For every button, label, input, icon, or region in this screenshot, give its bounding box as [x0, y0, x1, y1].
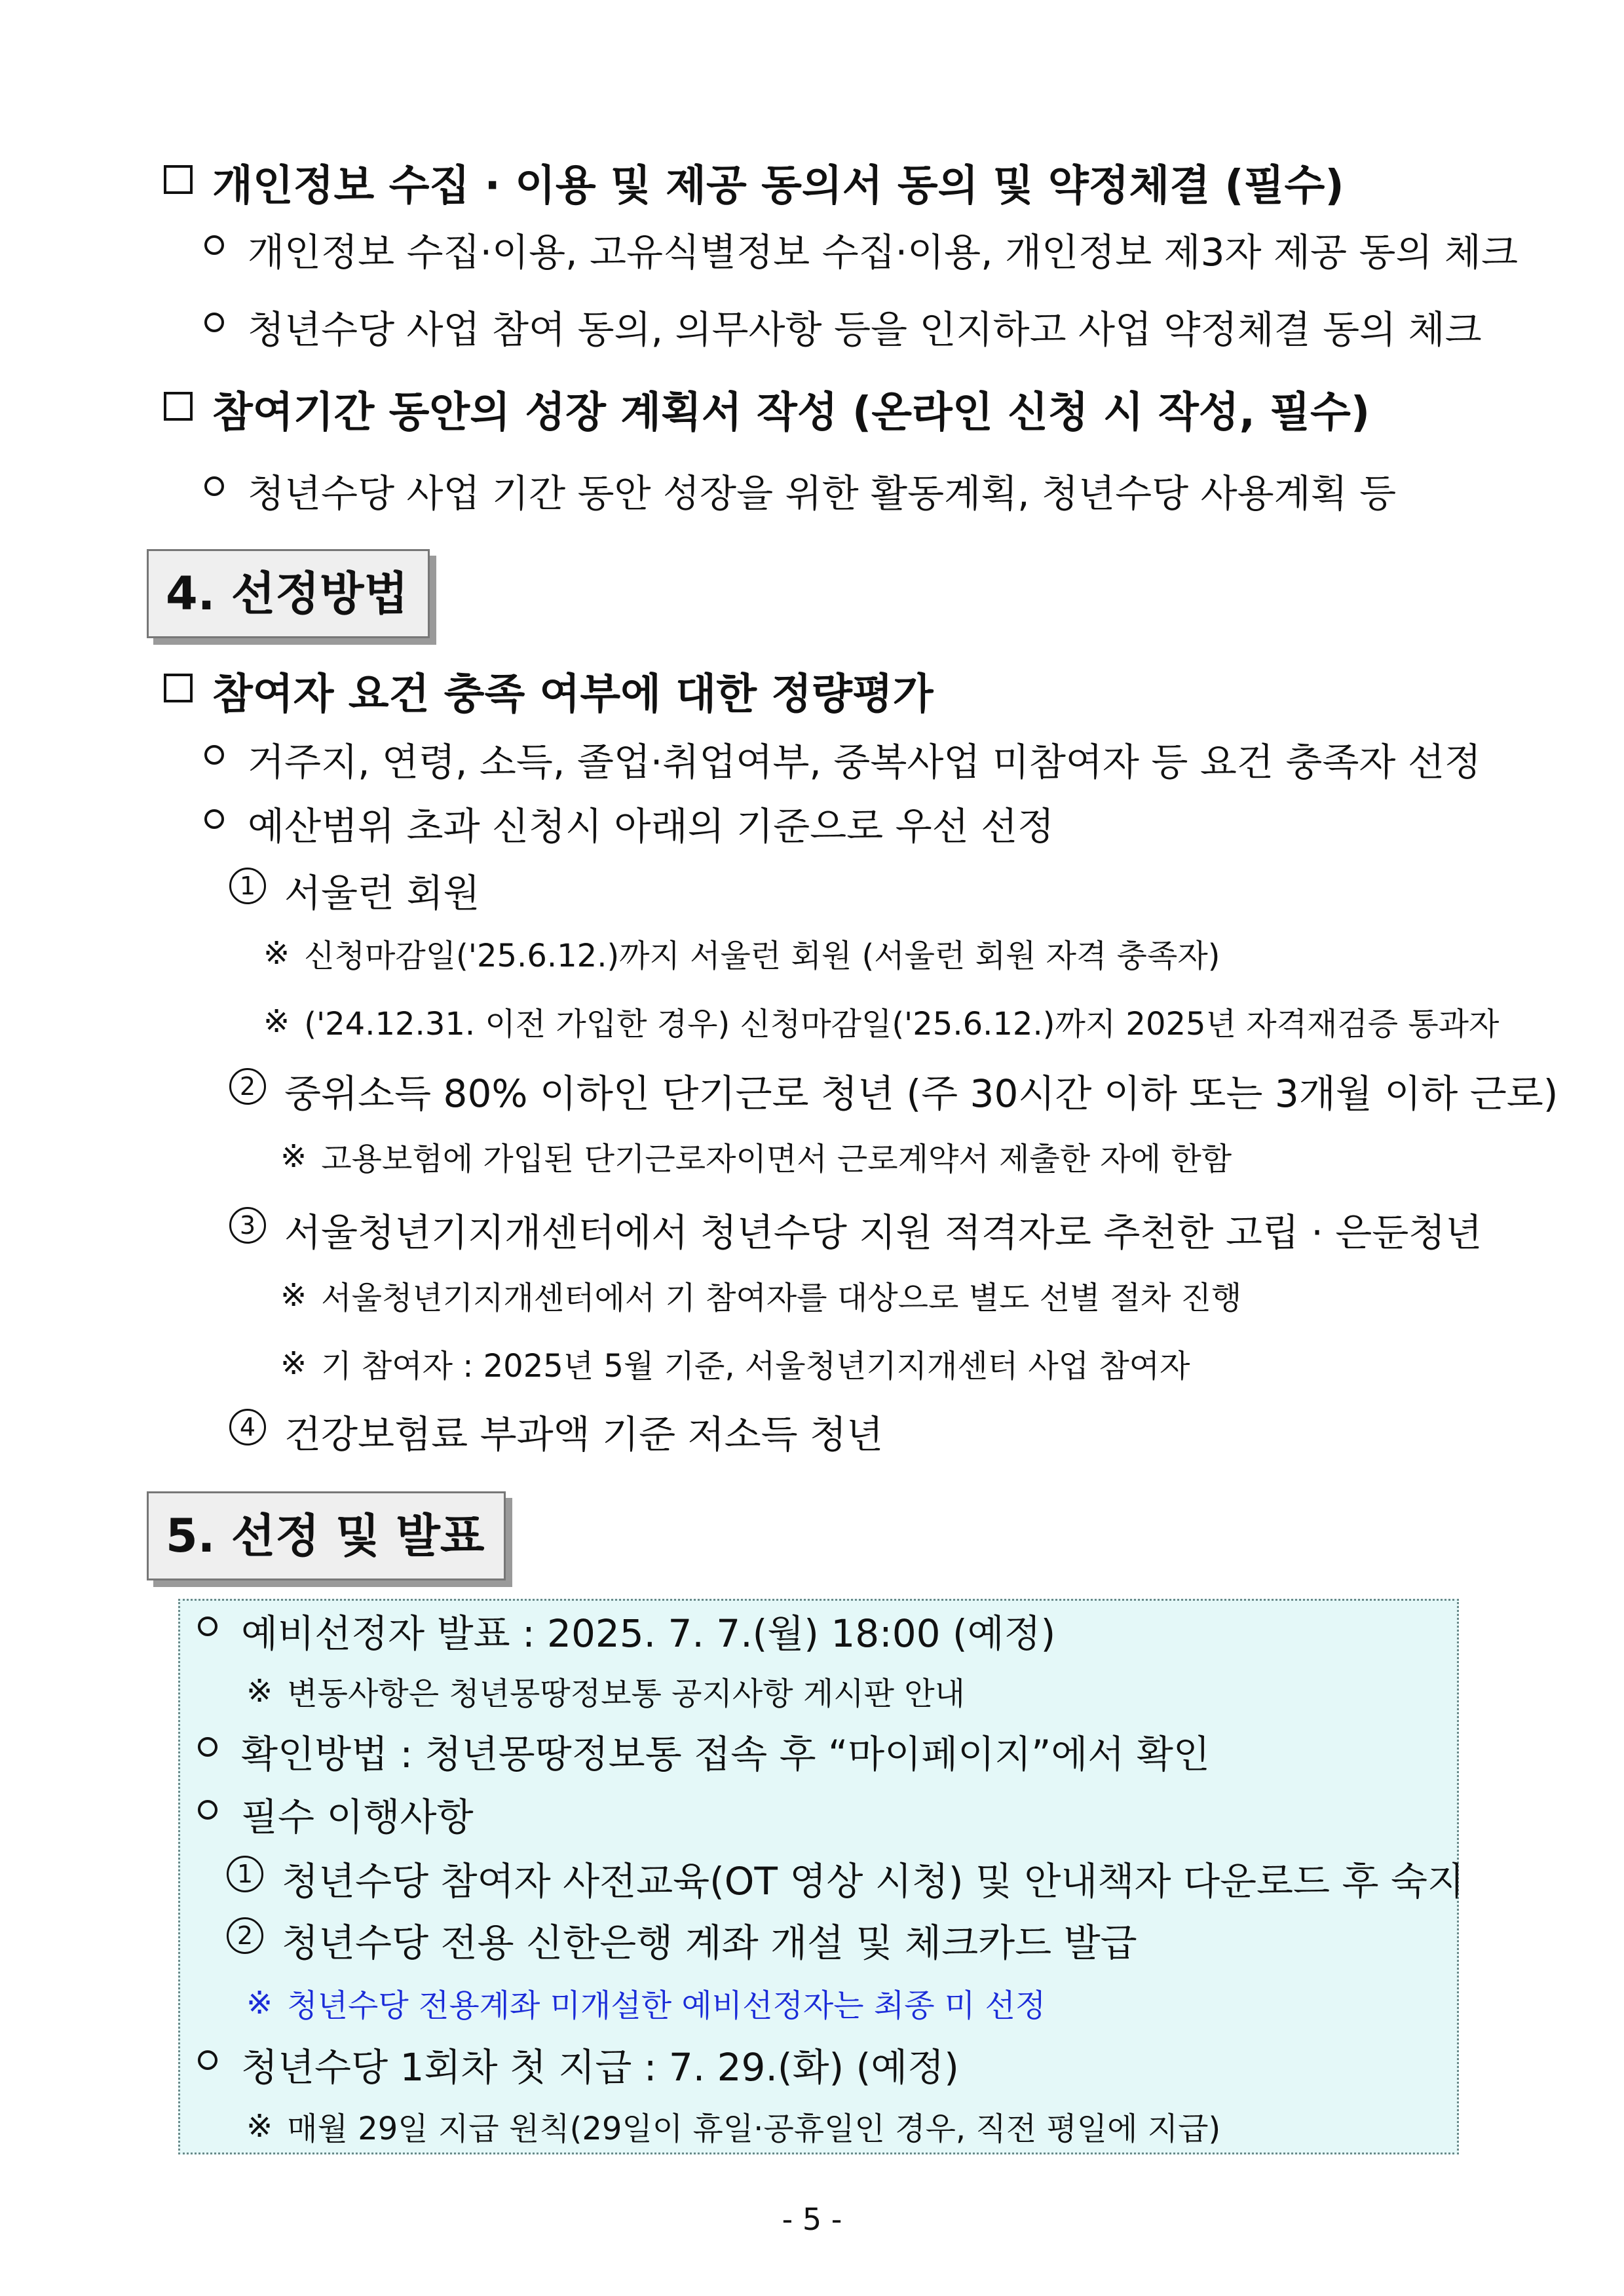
circle-bullet-icon [198, 1737, 217, 1757]
circle-bullet-icon [204, 809, 224, 829]
checkbox-square-icon [164, 165, 193, 194]
checkbox-square-icon [164, 392, 193, 421]
list-item: 거주지, 연령, 소득, 졸업·취업여부, 중복사업 미참여자 등 요건 충족자 선정 [204, 731, 1481, 786]
section-4-heading: 참여자 요건 충족 여부에 대한 정량평가 [164, 660, 934, 721]
section-5-title: 5. 선정 및 발표 [147, 1491, 506, 1580]
list-item: 필수 이행사항 [198, 1786, 474, 1841]
circle-bullet-icon [204, 476, 224, 496]
warning-note: ※ 청년수당 전용계좌 미개설한 예비선정자는 최종 미 선정 [246, 1984, 1046, 2024]
list-item: 확인방법 : 청년몽땅정보통 접속 후 “마이페이지”에서 확인 [198, 1723, 1210, 1778]
circled-number-icon: 4 [229, 1409, 266, 1445]
criterion-item: 1 서울런 회원 [229, 862, 480, 917]
list-item: 청년수당 사업 참여 동의, 의무사항 등을 인지하고 사업 약정체결 동의 체크 [204, 299, 1482, 354]
note-item: ※ 신청마감일('25.6.12.)까지 서울런 회원 (서울런 회원 자격 충족자) [263, 934, 1220, 974]
circled-number-icon: 1 [227, 1856, 263, 1892]
circled-number-icon: 2 [229, 1068, 266, 1105]
circle-bullet-icon [198, 2050, 217, 2070]
list-item: 예산범위 초과 신청시 아래의 기준으로 우선 선정 [204, 795, 1054, 851]
note-item: ※ 변동사항은 청년몽땅정보통 공지사항 게시판 안내 [246, 1672, 965, 1712]
circle-bullet-icon [204, 235, 224, 255]
criterion-item: 3 서울청년기지개센터에서 청년수당 지원 적격자로 추천한 고립 · 은둔청년 [229, 1202, 1482, 1257]
plan-heading: 참여기간 동안의 성장 계획서 작성 (온라인 신청 시 작성, 필수) [164, 379, 1370, 439]
circled-number-icon: 3 [229, 1207, 266, 1244]
note-item: ※ 고용보험에 가입된 단기근로자이면서 근로계약서 제출한 자에 한함 [280, 1138, 1232, 1177]
circle-bullet-icon [198, 1617, 217, 1636]
note-item: ※ ('24.12.31. 이전 가입한 경우) 신청마감일('25.6.12.)까지 2025년 자격재검증 통과자 [263, 1003, 1500, 1043]
list-item: 예비선정자 발표 : 2025. 7. 7.(월) 18:00 (예정) [198, 1603, 1055, 1658]
list-item: 청년수당 1회차 첫 지급 : 7. 29.(화) (예정) [198, 2037, 959, 2092]
required-item: 1 청년수당 참여자 사전교육(OT 영상 시청) 및 안내책자 다운로드 후 숙지 [227, 1850, 1464, 1905]
page-number: - 5 - [782, 2202, 842, 2237]
circle-bullet-icon [204, 745, 224, 765]
consent-heading: 개인정보 수집 · 이용 및 제공 동의서 동의 및 약정체결 (필수) [164, 152, 1344, 212]
note-item: ※ 기 참여자 : 2025년 5월 기준, 서울청년기지개센터 사업 참여자 [280, 1345, 1190, 1385]
circled-number-icon: 2 [227, 1917, 263, 1954]
criterion-item: 4 건강보험료 부과액 기준 저소득 청년 [229, 1404, 883, 1459]
section-4-title: 4. 선정방법 [147, 549, 430, 638]
circle-bullet-icon [204, 313, 224, 332]
checkbox-square-icon [164, 674, 193, 702]
required-item: 2 청년수당 전용 신한은행 계좌 개설 및 체크카드 발급 [227, 1912, 1137, 1967]
criterion-item: 2 중위소득 80% 이하인 단기근로 청년 (주 30시간 이하 또는 3개월 이하 근로) [229, 1063, 1558, 1118]
list-item: 청년수당 사업 기간 동안 성장을 위한 활동계획, 청년수당 사용계획 등 [204, 463, 1396, 518]
list-item: 개인정보 수집·이용, 고유식별정보 수집·이용, 개인정보 제3자 제공 동의 체크 [204, 221, 1518, 277]
note-item: ※ 서울청년기지개센터에서 기 참여자를 대상으로 별도 선별 절차 진행 [280, 1276, 1242, 1316]
note-item: ※ 매월 29일 지급 원칙(29일이 휴일·공휴일인 경우, 직전 평일에 지급) [246, 2107, 1221, 2147]
circle-bullet-icon [198, 1800, 217, 1820]
circled-number-icon: 1 [229, 868, 266, 904]
